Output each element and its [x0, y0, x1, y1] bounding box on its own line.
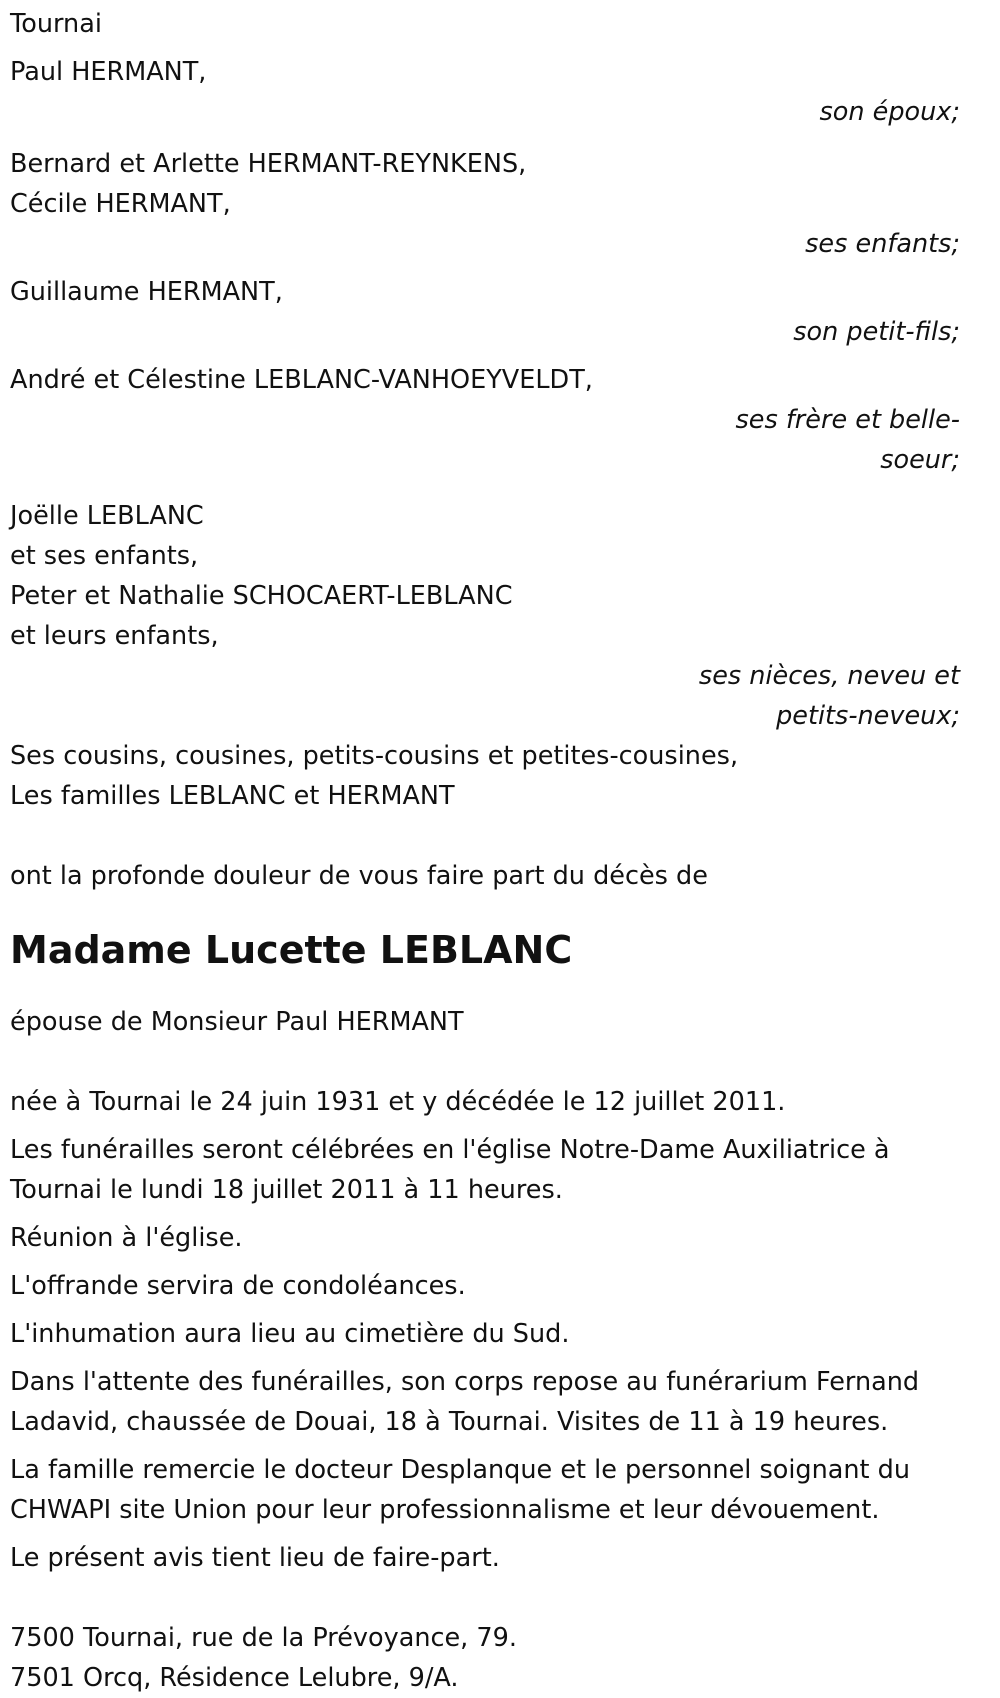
family-nieces — [10, 496, 960, 736]
family-name: André et Célestine LEBLANC-VANHOEYVELDT, — [10, 365, 593, 395]
details-block — [10, 1082, 960, 1578]
family-name: Peter et Nathalie SCHOCAERT-LEBLANC — [10, 581, 513, 611]
detail-paragraph: L'offrande servira de condoléances. — [10, 1271, 466, 1301]
address-line: 7500 Tournai, rue de la Prévoyance, 79. — [10, 1623, 517, 1653]
detail-paragraph: Le présent avis tient lieu de faire-part. — [10, 1543, 500, 1573]
address-block — [10, 1618, 960, 1698]
family-role: ses enfants; — [805, 229, 960, 259]
family-name: et ses enfants, — [10, 541, 199, 571]
family-others — [10, 736, 960, 816]
family-name: et leurs enfants, — [10, 621, 219, 651]
address-line: 7501 Orcq, Résidence Lelubre, 9/A. — [10, 1663, 459, 1693]
family-role: ses nièces, neveu et — [698, 661, 960, 691]
spouse-of-text: épouse de Monsieur Paul HERMANT — [10, 1007, 464, 1037]
detail-paragraph: Les funérailles seront célébrées en l'église Notre-Dame Auxiliatrice à Tournai le lundi 18 juillet 2011 à 11 heures. — [10, 1135, 890, 1205]
detail-paragraph: Dans l'attente des funérailles, son corps repose au funérarium Fernand Ladavid, chaussée de Douai, 18 à Tournai. Visites de 11 à 19 heures. — [10, 1367, 920, 1437]
detail-paragraph: L'inhumation aura lieu au cimetière du Sud. — [10, 1319, 570, 1349]
detail-paragraph: La famille remercie le docteur Desplanque et le personnel soignant du CHWAPI site Union pour leur professionnalisme et leur dévouement. — [10, 1455, 911, 1525]
family-name: Cécile HERMANT, — [10, 189, 231, 219]
family-grandson — [10, 272, 960, 352]
family-name: Ses cousins, cousines, petits-cousins et petites-cousines, — [10, 741, 739, 771]
city-heading: Tournai — [10, 9, 102, 39]
family-siblings — [10, 360, 960, 480]
deceased-name: Madame Lucette LEBLANC — [10, 928, 573, 972]
family-spouse — [10, 52, 960, 132]
family-role: soeur; — [880, 445, 960, 475]
family-role: ses frère et belle- — [735, 405, 960, 435]
family-role: son époux; — [819, 97, 960, 127]
family-name: Joëlle LEBLANC — [10, 501, 204, 531]
family-name: Paul HERMANT, — [10, 57, 207, 87]
family-role: petits-neveux; — [776, 701, 960, 731]
family-children — [10, 144, 960, 264]
family-name: Bernard et Arlette HERMANT-REYNKENS, — [10, 149, 527, 179]
family-name: Les familles LEBLANC et HERMANT — [10, 781, 455, 811]
family-role: son petit-fils; — [793, 317, 960, 347]
detail-paragraph: née à Tournai le 24 juin 1931 et y décédée le 12 juillet 2011. — [10, 1087, 786, 1117]
announcement-text: ont la profonde douleur de vous faire part du décès de — [10, 861, 708, 891]
detail-paragraph: Réunion à l'église. — [10, 1223, 243, 1253]
family-name: Guillaume HERMANT, — [10, 277, 283, 307]
